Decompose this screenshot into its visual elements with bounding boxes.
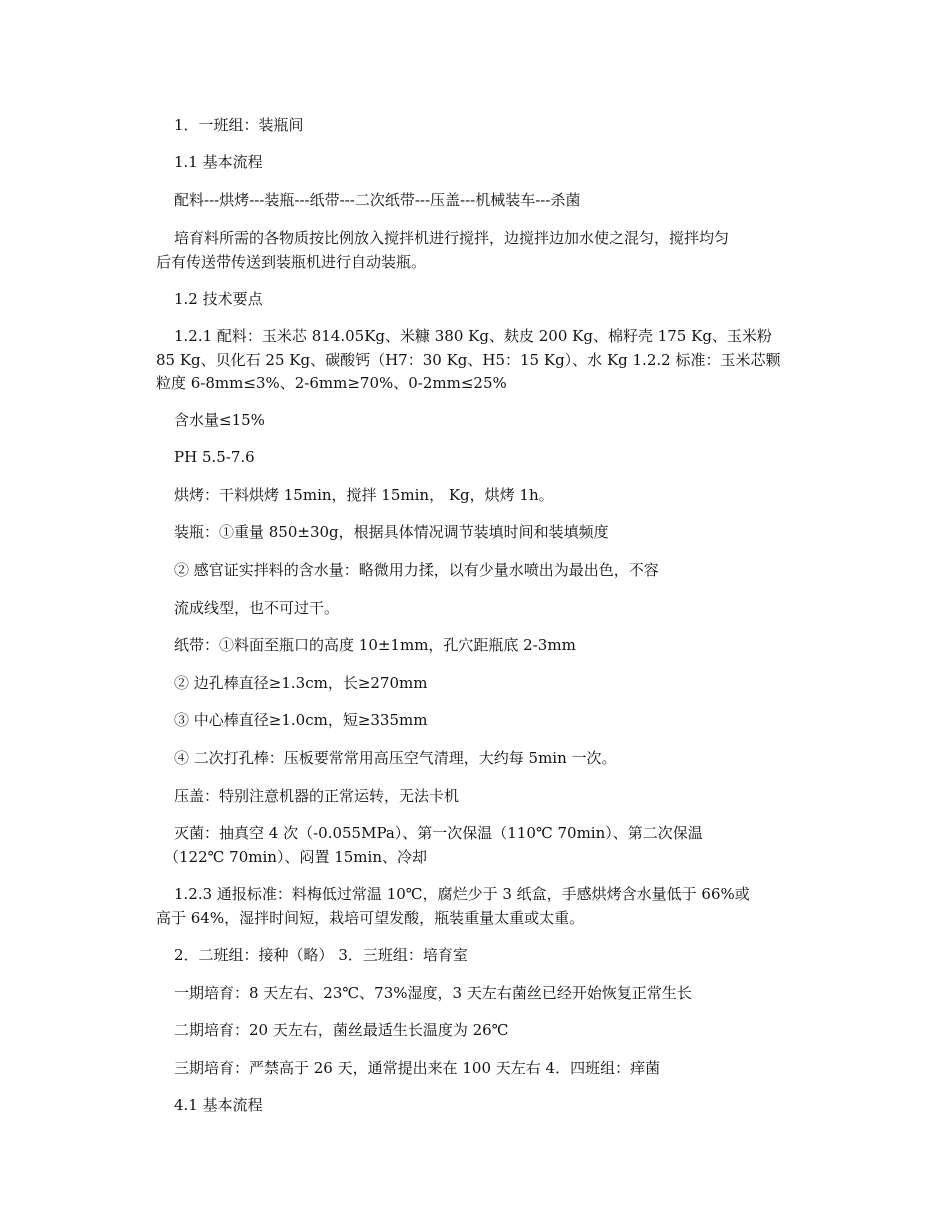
paragraph-line: 三期培育：严禁高于 26 天，通常提出来在 100 天左右 4．四班组：痒菌: [174, 1059, 661, 1077]
subsection-heading: 4.1 基本流程: [174, 1096, 263, 1114]
paragraph-line: 灭菌：抽真空 4 次（-0.055MPa）、第一次保温（110℃ 70min）、第二次保温: [174, 824, 703, 842]
paragraph-line: （122℃ 70min）、闷置 15min、冷却: [164, 848, 427, 866]
process-flow-text: 配料---烘烤---装瓶---纸带---二次纸带---压盖---机械装车---杀菌: [174, 191, 581, 209]
paragraph-line: ④ 二次打孔棒：压板要常常用高压空气清理，大约每 5min 一次。: [174, 749, 617, 767]
paragraph-line: 烘烤：干料烘烤 15min，搅拌 15min， Kg，烘烤 1h。: [174, 486, 554, 504]
section-heading: 2．二班组：接种（略） 3．三班组：培育室: [174, 946, 468, 964]
paragraph-line: 含水量≤15%: [174, 411, 265, 429]
paragraph-line: 1.2.1 配料：玉米芯 814.05Kg、米糠 380 Kg、麸皮 200 Kg、棉籽壳 175 Kg、玉米粉: [174, 327, 772, 345]
paragraph-line: 纸带：①料面至瓶口的高度 10±1mm，孔穴距瓶底 2-3mm: [174, 636, 576, 654]
section-heading: 1．一班组：装瓶间: [174, 116, 304, 134]
paragraph-line: ② 边孔棒直径≥1.3cm，长≥270mm: [174, 674, 428, 692]
paragraph-line: 压盖：特别注意机器的正常运转，无法卡机: [174, 787, 460, 805]
paragraph-line: 一期培育：8 天左右、23℃、73%湿度，3 天左右菌丝已经开始恢复正常生长: [174, 984, 692, 1002]
paragraph-line: PH 5.5-7.6: [174, 448, 255, 466]
paragraph-line: 粒度 6-8mm≤3%、2-6mm≥70%、0-2mm≤25%: [156, 374, 507, 392]
paragraph-line: 流成线型，也不可过干。: [174, 599, 340, 617]
paragraph-line: 1.2.3 通报标准：料梅低过常温 10℃，腐烂少于 3 纸盒，手感烘烤含水量低于 66%或: [174, 885, 750, 903]
paragraph-line: ③ 中心棒直径≥1.0cm，短≥335mm: [174, 711, 428, 729]
paragraph-line: 装瓶：①重量 850±30g，根据具体情况调节装填时间和装填频度: [174, 523, 609, 541]
paragraph-line: 二期培育：20 天左右，菌丝最适生长温度为 26℃: [174, 1021, 509, 1039]
paragraph-line: ② 感官证实拌料的含水量：略微用力揉，以有少量水喷出为最出色，不容: [174, 561, 659, 579]
subsection-heading: 1.2 技术要点: [174, 290, 263, 308]
subsection-heading: 1.1 基本流程: [174, 153, 263, 171]
paragraph-line: 高于 64%，湿拌时间短，栽培可望发酸，瓶装重量太重或太重。: [156, 909, 585, 927]
paragraph-line: 后有传送带传送到装瓶机进行自动装瓶。: [156, 253, 427, 271]
paragraph-line: 培育料所需的各物质按比例放入搅拌机进行搅拌，边搅拌边加水使之混匀，搅拌均匀: [174, 229, 730, 247]
paragraph-line: 85 Kg、贝化石 25 Kg、碳酸钙（H7：30 Kg、H5：15 Kg）、水 Kg 1.2.2 标准：玉米芯颗: [156, 351, 781, 369]
